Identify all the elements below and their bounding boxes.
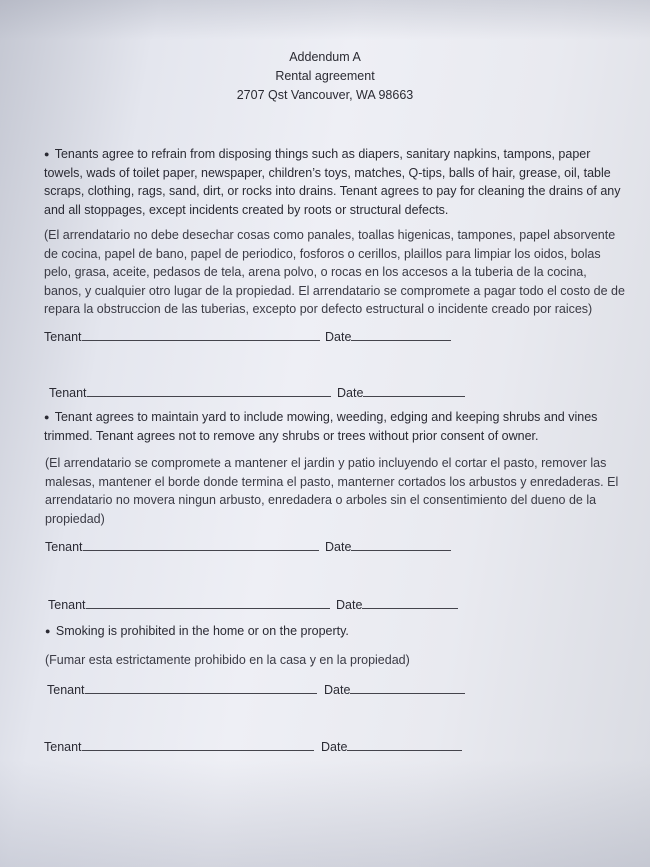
smoking-clause-es: (Fumar esta estrictamente prohibido en la casa y en la propiedad) (45, 653, 410, 667)
tenant-signature-line[interactable] (85, 681, 317, 694)
tenant-label: Tenant (44, 740, 82, 754)
signature-row (48, 596, 458, 612)
document-subtitle: Rental agreement (275, 69, 375, 83)
date-line[interactable] (351, 538, 451, 551)
tenant-signature-line[interactable] (82, 328, 320, 341)
tenant-label: Tenant (47, 683, 85, 697)
date-label: Date (324, 683, 351, 697)
smoking-clause-en-text: Smoking is prohibited in the home or on the property. (55, 624, 349, 638)
smoking-clause-en (45, 622, 605, 641)
date-label: Date (337, 386, 364, 400)
document-title: Addendum A (289, 50, 361, 64)
date-line[interactable] (362, 596, 458, 609)
drains-clause-en-text: Tenants agree to refrain from disposing things such as diapers, sanitary napkins, tampons, paper towels, wads of toilet paper, newspaper, children’s toys, matches, Q-tips, balls of hair, grease, oil, table scraps, clothing, rags, sand, dirt, or rocks into drains. Tenant agrees to pay for cleaning the drains of any and all stoppages, except incidents created by roots or structural defects. (44, 147, 621, 217)
date-line[interactable] (350, 681, 465, 694)
property-address: 2707 Qst Vancouver, WA 98663 (236, 88, 414, 102)
signature-row (47, 681, 465, 697)
date-line[interactable] (363, 384, 465, 397)
tenant-label: Tenant (44, 330, 82, 344)
drains-clause-en (44, 145, 622, 219)
signature-row (44, 738, 462, 754)
yard-clause-en-text: Tenant agrees to maintain yard to include mowing, weeding, edging and keeping shrubs and vines trimmed. Tenant agrees not to remove any shrubs or trees without prior consent of owner. (44, 410, 598, 443)
date-label: Date (336, 598, 363, 612)
bullet-icon: ● (45, 626, 51, 636)
tenant-signature-line[interactable] (82, 738, 314, 751)
tenant-label: Tenant (48, 598, 86, 612)
signature-row (44, 328, 451, 344)
drains-clause-es: (El arrendatario no debe desechar cosas como panales, toallas higenicas, tampones, papel absorvente de cocina, papel de bano, papel de periodico, fosforos o cerillos, plaillos para limpiar los oidos, bolas pelo, grasa, aceite, pedasos de tela, arena polvo, o rocas en los accesos a la tuberia de la cocina, banos, y cualquier otro lugar de la propiedad. El arrendatario se compromete a pagar todo el costo de de repara la obstruccion de las tuberias, excepto por defecto estructural o incidente creado por raices) (44, 228, 625, 316)
date-label: Date (325, 330, 352, 344)
tenant-signature-line[interactable] (87, 384, 331, 397)
bullet-icon: ● (44, 149, 50, 159)
yard-clause-es: (El arrendatario se compromete a mantener el jardin y patio incluyendo el cortar el pasto, remover las malesas, mantener el borde donde termina el pasto, manterner cortados los arbustos y enredaderas. El arrendatario no movera ningun arbusto, enredadera o arboles sin el consentimiento del dueno de la propiedad) (45, 456, 619, 526)
date-label: Date (321, 740, 348, 754)
page-shadow-bottom (0, 760, 650, 867)
tenant-label: Tenant (49, 386, 87, 400)
signature-row (49, 384, 465, 400)
bullet-icon: ● (44, 412, 50, 422)
page-shadow-top (0, 0, 650, 40)
date-line[interactable] (347, 738, 462, 751)
date-line[interactable] (351, 328, 451, 341)
tenant-signature-line[interactable] (86, 596, 330, 609)
tenant-label: Tenant (45, 540, 83, 554)
date-label: Date (325, 540, 352, 554)
yard-clause-en (44, 408, 616, 445)
tenant-signature-line[interactable] (83, 538, 319, 551)
signature-row (45, 538, 451, 554)
